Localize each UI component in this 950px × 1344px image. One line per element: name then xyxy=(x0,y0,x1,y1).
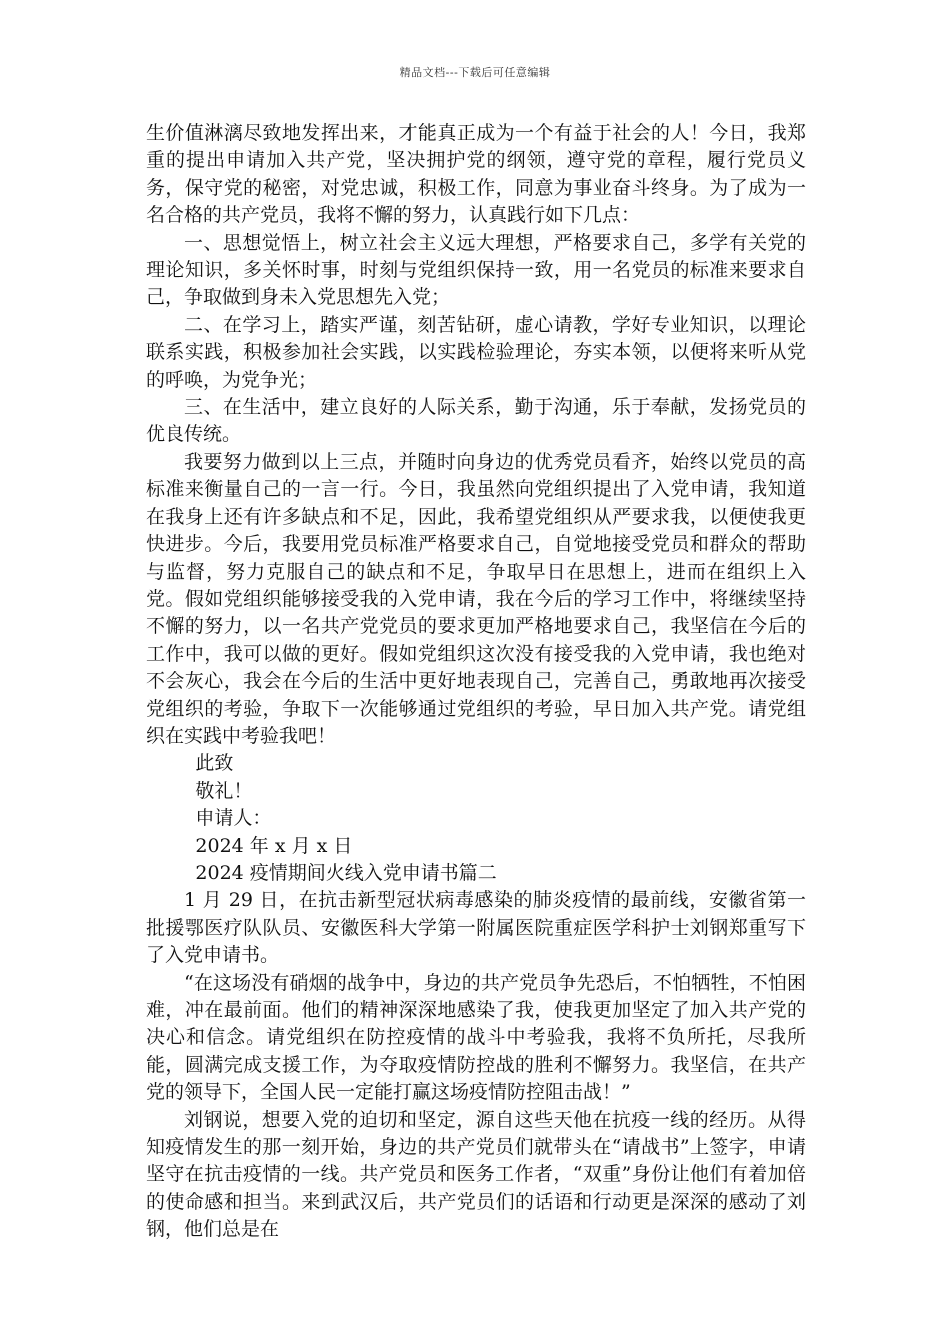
paragraph-quote: “在这场没有硝烟的战争中，身边的共产党员争先恐后，不怕牺牲，不怕困难，冲在最前面。他们的精神深深地感染了我，使我更加坚定了加入共产党的决心和信念。请党组织在防控疫情的战斗中考验我，我将不负所托，尽我所能，圆满完成支援工作，为夺取疫情防控战的胜利不懈努力。我坚信，在共产党的领导下，全国人民一定能打赢这场疫情防控阻击战！” xyxy=(146,971,806,1104)
applicant-label: 申请人： xyxy=(195,807,272,830)
date-line: 2024 年 x 月 x 日 xyxy=(195,834,353,857)
paragraph-commitment: 我要努力做到以上三点，并随时向身边的优秀党员看齐，始终以党员的高标准来衡量自己的一言一行。今日，我虽然向党组织提出了入党申请，我知道在我身上还有许多缺点和不足，因此，我希望党组织从严要求我，以便使我更快进步。今后，我要用党员标准严格要求自己，自觉地接受党员和群众的帮助与监督，努力克服自己的缺点和不足，争取早日在思想上，进而在组织上入党。假如党组织能够接受我的入党申请，我在今后的学习工作中，将继续坚持不懈的努力，以一名共产党党员的要求更加严格地要求自己，我坚信在今后的工作中，我可以做的更好。假如党组织这次没有接受我的入党申请，我也绝对不会灰心，我会在今后的生活中更好地表现自己，完善自己，勇敢地再次接受党组织的考验，争取下一次能够通过党组织的考验，早日加入共产党。请党组织在实践中考验我吧！ xyxy=(146,450,806,747)
section-title: 2024 疫情期间火线入党申请书篇二 xyxy=(195,861,497,884)
paragraph-point-1: 一、思想觉悟上，树立社会主义远大理想，严格要求自己，多学有关党的理论知识，多关怀时事，时刻与党组织保持一致，用一名党员的标准来要求自己，争取做到身未入党思想先入党； xyxy=(146,231,806,309)
paragraph-1: 生价值淋漓尽致地发挥出来，才能真正成为一个有益于社会的人！今日，我郑重的提出申请加入共产党，坚决拥护党的纲领，遵守党的章程，履行党员义务，保守党的秘密，对党忠诚，积极工作，同意为事业奋斗终身。为了成为一名合格的共产党员，我将不懈的努力，认真践行如下几点： xyxy=(146,122,806,227)
document-body xyxy=(146,120,806,1244)
closing-salutation-1: 此致 xyxy=(195,752,234,775)
closing-salutation-2: 敬礼！ xyxy=(195,779,253,802)
paragraph-experience: 刘钢说，想要入党的迫切和坚定，源自这些天他在抗疫一线的经历。从得知疫情发生的那一刻开始，身边的共产党员们就带头在“请战书”上签字，申请坚守在抗击疫情的一线。共产党员和医务工作者，“双重”身份让他们有着加倍的使命感和担当。来到武汉后，共产党员们的话语和行动更是深深的感动了刘钢，他们总是在 xyxy=(146,1108,806,1241)
paragraph-point-3: 三、在生活中，建立良好的人际关系，勤于沟通，乐于奉献，发扬党员的优良传统。 xyxy=(146,396,806,446)
paragraph-news-intro: 1 月 29 日，在抗击新型冠状病毒感染的肺炎疫情的最前线，安徽省第一批援鄂医疗队队员、安徽医科大学第一附属医院重症医学科护士刘钢郑重写下了入党申请书。 xyxy=(146,889,806,967)
paragraph-point-2: 二、在学习上，踏实严谨，刻苦钻研，虚心请教，学好专业知识，以理论联系实践，积极参加社会实践，以实践检验理论，夯实本领，以便将来听从党的呼唤，为党争光； xyxy=(146,313,806,391)
page-header: 精品文档---下载后可任意编辑 xyxy=(399,66,551,79)
